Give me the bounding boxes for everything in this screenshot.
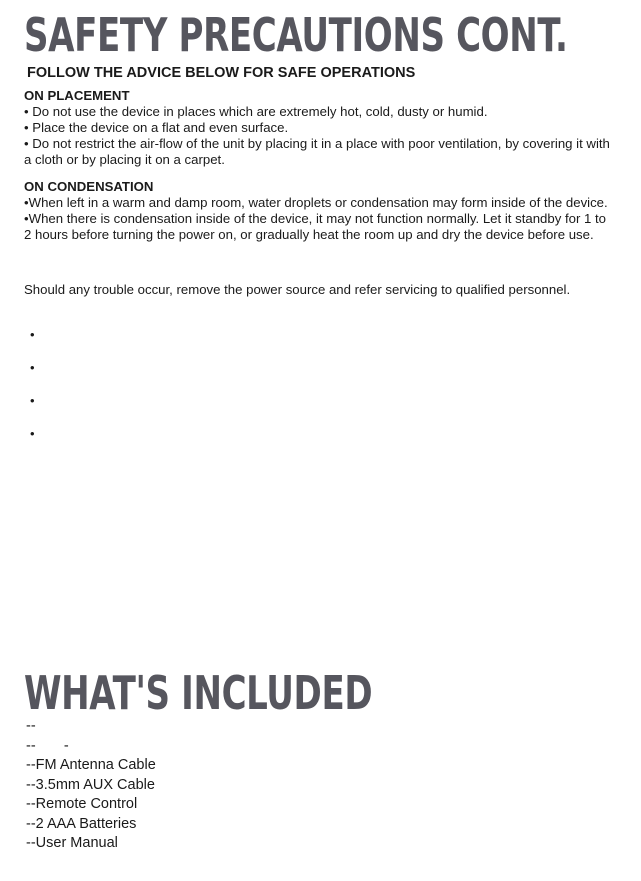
placement-item: • Do not restrict the air-flow of the unit by placing it in a place with poor ventilation, by covering it with a cloth or by placing it on a carpet. (24, 136, 610, 167)
included-item: -- (26, 718, 36, 734)
included-title: WHAT'S INCLUDED (24, 666, 373, 720)
placement-heading: ON PLACEMENT (24, 88, 130, 103)
bullet-mark: • (30, 393, 35, 408)
page-title: SAFETY PRECAUTIONS CONT. (24, 8, 568, 62)
condensation-item: •When there is condensation inside of the device, it may not function normally. Let it standby for 1 to 2 hours before turning the power on, or gradually heat the room up and dry the device before use. (24, 211, 607, 242)
included-item: --FM Antenna Cable (26, 757, 156, 773)
included-item: --User Manual (26, 835, 118, 851)
included-item: --Remote Control (26, 796, 138, 812)
bullet-mark: • (30, 327, 35, 342)
placement-item: • Do not use the device in places which are extremely hot, cold, dusty or humid. (24, 104, 488, 119)
included-item: -- - (26, 737, 69, 754)
placement-section (24, 87, 614, 168)
placement-item: • Place the device on a flat and even surface. (24, 120, 289, 135)
included-list (26, 717, 156, 854)
trouble-note: Should any trouble occur, remove the power source and refer servicing to qualified personnel. (24, 282, 571, 297)
bullet-mark: • (30, 360, 35, 375)
condensation-section (24, 178, 614, 243)
bullet-mark: • (30, 426, 35, 441)
condensation-item: •When left in a warm and damp room, water droplets or condensation may form inside of the device. (24, 195, 608, 210)
condensation-heading: ON CONDENSATION (24, 179, 154, 194)
included-item: --3.5mm AUX Cable (26, 776, 155, 793)
advice-heading: FOLLOW THE ADVICE BELOW FOR SAFE OPERATIONS (27, 65, 416, 81)
included-item: --2 AAA Batteries (26, 815, 137, 832)
